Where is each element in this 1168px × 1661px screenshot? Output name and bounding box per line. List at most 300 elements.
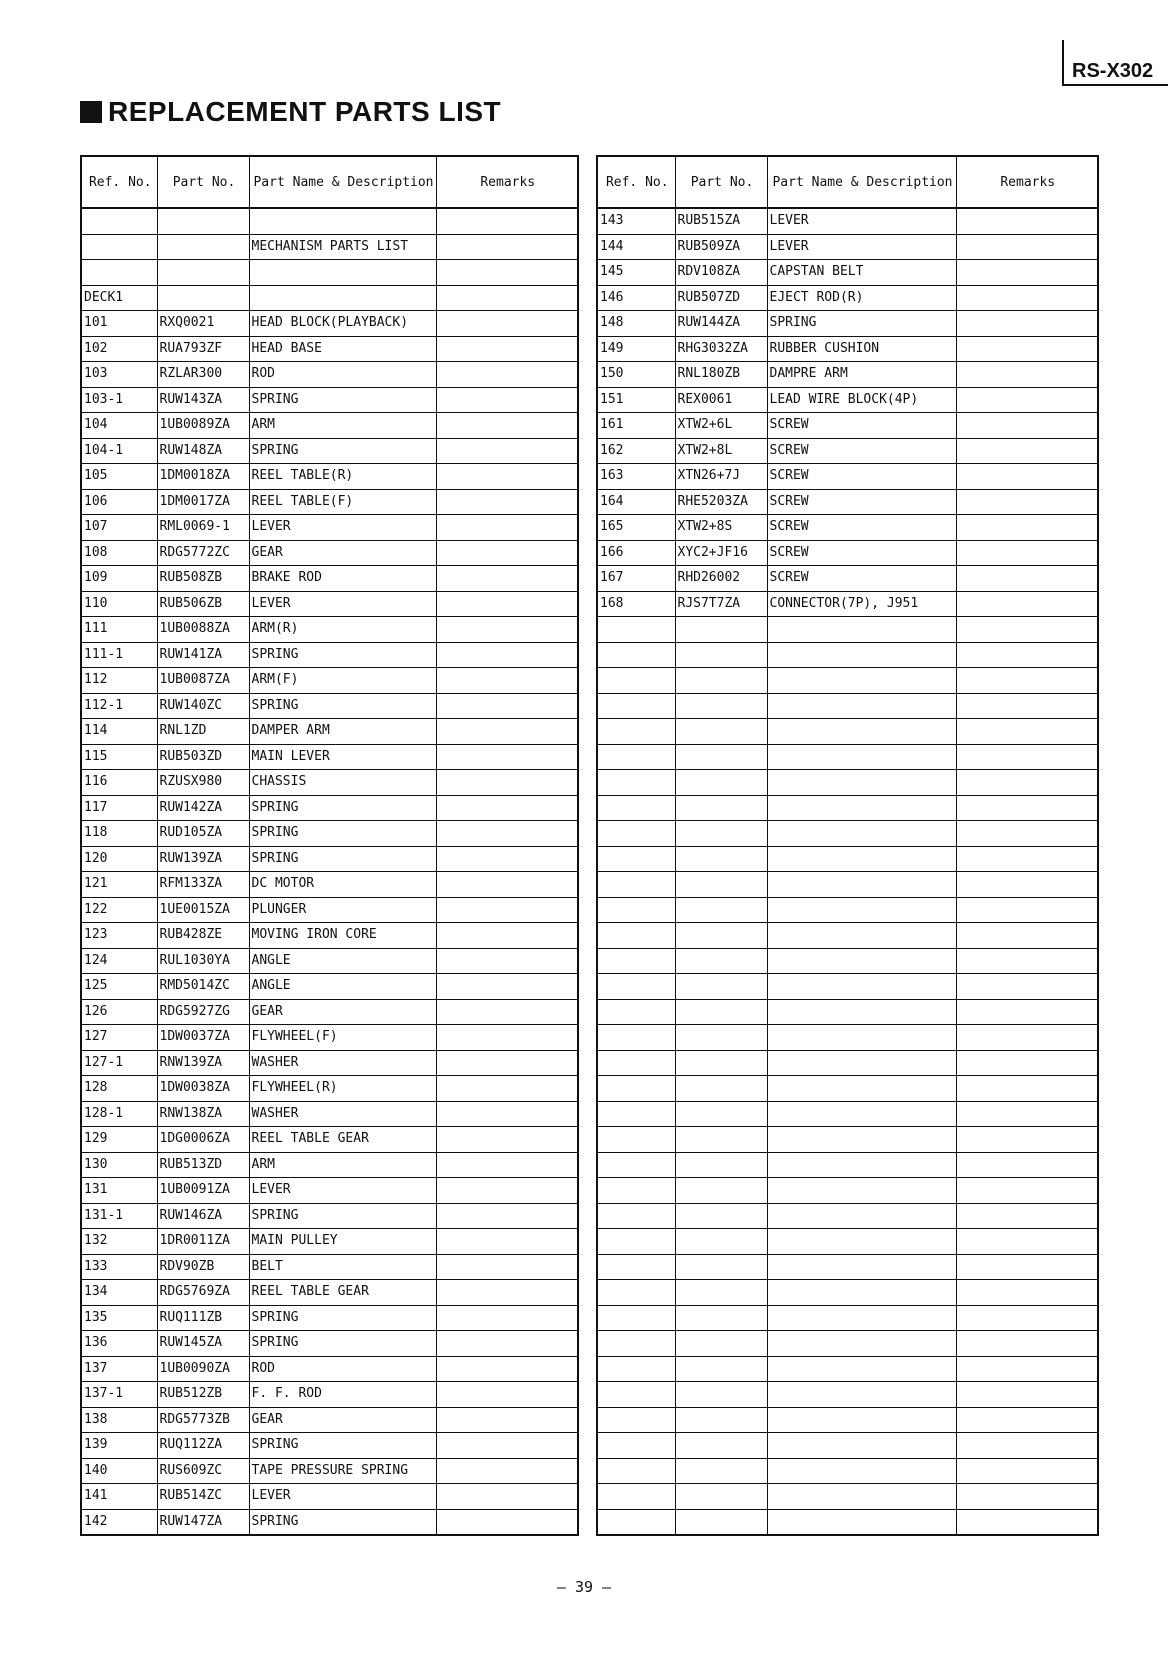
cell-remarks bbox=[436, 1433, 578, 1459]
cell-part-no: RUD105ZA bbox=[157, 821, 249, 847]
cell-ref-no: 149 bbox=[597, 336, 675, 362]
cell-part-no bbox=[675, 1229, 767, 1255]
cell-remarks bbox=[436, 744, 578, 770]
cell-ref-no: 133 bbox=[81, 1254, 157, 1280]
cell-ref-no: 120 bbox=[81, 846, 157, 872]
table-row bbox=[81, 438, 578, 464]
cell-part-no bbox=[675, 1280, 767, 1306]
cell-part-no bbox=[157, 260, 249, 286]
table-row bbox=[597, 999, 1098, 1025]
cell-remarks bbox=[956, 438, 1098, 464]
cell-remarks bbox=[956, 719, 1098, 745]
col-header-ref: Ref. No. bbox=[597, 156, 675, 208]
cell-remarks bbox=[436, 1229, 578, 1255]
cell-part-name bbox=[767, 1076, 956, 1102]
table-row bbox=[597, 438, 1098, 464]
cell-part-name: SCREW bbox=[767, 413, 956, 439]
cell-part-name: WASHER bbox=[249, 1101, 436, 1127]
cell-remarks bbox=[436, 234, 578, 260]
table-row bbox=[81, 1305, 578, 1331]
cell-part-no bbox=[675, 846, 767, 872]
cell-ref-no: 132 bbox=[81, 1229, 157, 1255]
cell-ref-no bbox=[597, 1484, 675, 1510]
cell-ref-no: 115 bbox=[81, 744, 157, 770]
cell-ref-no bbox=[597, 1025, 675, 1051]
cell-part-name bbox=[767, 974, 956, 1000]
cell-remarks bbox=[956, 668, 1098, 694]
cell-part-name: F. F. ROD bbox=[249, 1382, 436, 1408]
table-row bbox=[81, 1254, 578, 1280]
cell-part-name: ANGLE bbox=[249, 948, 436, 974]
cell-ref-no bbox=[81, 260, 157, 286]
cell-part-no bbox=[675, 923, 767, 949]
cell-part-no: RJS7T7ZA bbox=[675, 591, 767, 617]
table-row bbox=[597, 1254, 1098, 1280]
table-row bbox=[81, 795, 578, 821]
cell-part-no bbox=[675, 1458, 767, 1484]
cell-ref-no bbox=[597, 1458, 675, 1484]
table-row bbox=[597, 1229, 1098, 1255]
table-row bbox=[81, 642, 578, 668]
cell-ref-no: 114 bbox=[81, 719, 157, 745]
cell-part-no: RUW146ZA bbox=[157, 1203, 249, 1229]
cell-part-no: RUB506ZB bbox=[157, 591, 249, 617]
table-row bbox=[597, 464, 1098, 490]
cell-ref-no: 141 bbox=[81, 1484, 157, 1510]
cell-remarks bbox=[956, 234, 1098, 260]
cell-ref-no: 139 bbox=[81, 1433, 157, 1459]
cell-part-no bbox=[675, 693, 767, 719]
cell-part-name bbox=[767, 1356, 956, 1382]
cell-part-name bbox=[767, 719, 956, 745]
table-row bbox=[597, 948, 1098, 974]
cell-ref-no: 135 bbox=[81, 1305, 157, 1331]
cell-part-name bbox=[767, 1280, 956, 1306]
cell-part-no: 1DM0018ZA bbox=[157, 464, 249, 490]
cell-part-no: RML0069-1 bbox=[157, 515, 249, 541]
cell-part-no: XTN26+7J bbox=[675, 464, 767, 490]
cell-remarks bbox=[956, 260, 1098, 286]
parts-table-right-body bbox=[597, 208, 1098, 1535]
cell-remarks bbox=[956, 540, 1098, 566]
cell-remarks bbox=[956, 642, 1098, 668]
table-row bbox=[597, 1178, 1098, 1204]
cell-ref-no bbox=[597, 719, 675, 745]
cell-part-name: CONNECTOR(7P), J951 bbox=[767, 591, 956, 617]
cell-part-name: MECHANISM PARTS LIST bbox=[249, 234, 436, 260]
cell-ref-no: 144 bbox=[597, 234, 675, 260]
cell-remarks bbox=[436, 1484, 578, 1510]
title-square-icon bbox=[80, 101, 102, 123]
cell-remarks bbox=[436, 719, 578, 745]
cell-part-no: RUW148ZA bbox=[157, 438, 249, 464]
table-row bbox=[81, 489, 578, 515]
table-row bbox=[81, 1025, 578, 1051]
cell-ref-no: 131-1 bbox=[81, 1203, 157, 1229]
table-row bbox=[597, 1356, 1098, 1382]
cell-part-name: RUBBER CUSHION bbox=[767, 336, 956, 362]
cell-ref-no: 111-1 bbox=[81, 642, 157, 668]
cell-ref-no: 151 bbox=[597, 387, 675, 413]
cell-part-name bbox=[767, 1458, 956, 1484]
cell-remarks bbox=[956, 1458, 1098, 1484]
cell-part-name bbox=[767, 999, 956, 1025]
title-block bbox=[80, 96, 501, 128]
cell-part-name: EJECT ROD(R) bbox=[767, 285, 956, 311]
cell-part-name bbox=[767, 1025, 956, 1051]
cell-part-no: RUW141ZA bbox=[157, 642, 249, 668]
cell-remarks bbox=[436, 846, 578, 872]
table-row bbox=[81, 1458, 578, 1484]
cell-ref-no: 101 bbox=[81, 311, 157, 337]
table-row bbox=[81, 1178, 578, 1204]
cell-remarks bbox=[436, 1203, 578, 1229]
cell-ref-no bbox=[597, 1331, 675, 1357]
table-row bbox=[81, 872, 578, 898]
cell-part-name: ROD bbox=[249, 1356, 436, 1382]
cell-ref-no: 145 bbox=[597, 260, 675, 286]
table-row bbox=[597, 1280, 1098, 1306]
table-row bbox=[597, 515, 1098, 541]
col-header-ref: Ref. No. bbox=[81, 156, 157, 208]
cell-part-no bbox=[675, 795, 767, 821]
cell-part-name: MAIN PULLEY bbox=[249, 1229, 436, 1255]
cell-part-no: RUW139ZA bbox=[157, 846, 249, 872]
cell-remarks bbox=[956, 1433, 1098, 1459]
cell-part-name bbox=[767, 1127, 956, 1153]
cell-part-name: FLYWHEEL(F) bbox=[249, 1025, 436, 1051]
cell-part-name: ANGLE bbox=[249, 974, 436, 1000]
cell-part-no: RFM133ZA bbox=[157, 872, 249, 898]
cell-remarks bbox=[436, 1178, 578, 1204]
table-row bbox=[81, 744, 578, 770]
table-row bbox=[597, 668, 1098, 694]
cell-part-name bbox=[767, 1254, 956, 1280]
cell-part-name bbox=[767, 1433, 956, 1459]
cell-part-name: ARM(R) bbox=[249, 617, 436, 643]
table-row bbox=[597, 1433, 1098, 1459]
cell-ref-no bbox=[597, 1280, 675, 1306]
cell-part-no: RUL1030YA bbox=[157, 948, 249, 974]
cell-part-name bbox=[767, 1305, 956, 1331]
cell-remarks bbox=[436, 897, 578, 923]
cell-part-name bbox=[767, 693, 956, 719]
cell-ref-no: 138 bbox=[81, 1407, 157, 1433]
cell-part-no: RUB428ZE bbox=[157, 923, 249, 949]
cell-remarks bbox=[956, 489, 1098, 515]
table-row bbox=[597, 897, 1098, 923]
cell-part-no: RDV90ZB bbox=[157, 1254, 249, 1280]
table-row bbox=[597, 1127, 1098, 1153]
cell-part-no bbox=[675, 1356, 767, 1382]
table-row bbox=[81, 540, 578, 566]
cell-part-no bbox=[675, 1254, 767, 1280]
cell-part-name: LEVER bbox=[249, 591, 436, 617]
table-row bbox=[81, 1152, 578, 1178]
cell-remarks bbox=[956, 1152, 1098, 1178]
cell-ref-no bbox=[597, 1178, 675, 1204]
cell-part-no: 1UB0091ZA bbox=[157, 1178, 249, 1204]
cell-part-name: SPRING bbox=[249, 693, 436, 719]
cell-part-name: DAMPRE ARM bbox=[767, 362, 956, 388]
cell-part-name: REEL TABLE(R) bbox=[249, 464, 436, 490]
cell-ref-no: 105 bbox=[81, 464, 157, 490]
cell-part-name bbox=[767, 1229, 956, 1255]
cell-ref-no: 109 bbox=[81, 566, 157, 592]
cell-ref-no: 104-1 bbox=[81, 438, 157, 464]
cell-part-no bbox=[675, 974, 767, 1000]
table-row bbox=[597, 1484, 1098, 1510]
cell-part-name: MOVING IRON CORE bbox=[249, 923, 436, 949]
cell-remarks bbox=[956, 1382, 1098, 1408]
cell-part-name: ARM bbox=[249, 413, 436, 439]
table-row bbox=[81, 566, 578, 592]
cell-remarks bbox=[956, 336, 1098, 362]
cell-part-name: GEAR bbox=[249, 540, 436, 566]
cell-ref-no: 165 bbox=[597, 515, 675, 541]
table-row bbox=[81, 923, 578, 949]
cell-part-no bbox=[675, 642, 767, 668]
cell-remarks bbox=[956, 1127, 1098, 1153]
cell-part-no bbox=[157, 234, 249, 260]
cell-part-name: SPRING bbox=[249, 1509, 436, 1535]
cell-remarks bbox=[436, 693, 578, 719]
table-row bbox=[81, 1407, 578, 1433]
cell-ref-no: 121 bbox=[81, 872, 157, 898]
cell-remarks bbox=[436, 438, 578, 464]
table-row bbox=[597, 846, 1098, 872]
cell-part-no bbox=[675, 1025, 767, 1051]
parts-table-left-body bbox=[81, 208, 578, 1535]
table-row bbox=[81, 846, 578, 872]
col-header-remarks: Remarks bbox=[956, 156, 1098, 208]
page-number: — 39 — bbox=[556, 1578, 612, 1596]
cell-part-no: RUB507ZD bbox=[675, 285, 767, 311]
cell-remarks bbox=[956, 387, 1098, 413]
cell-ref-no bbox=[597, 923, 675, 949]
cell-part-name: SPRING bbox=[249, 821, 436, 847]
cell-ref-no: 118 bbox=[81, 821, 157, 847]
cell-remarks bbox=[436, 974, 578, 1000]
cell-part-no: RXQ0021 bbox=[157, 311, 249, 337]
cell-remarks bbox=[956, 1203, 1098, 1229]
table-row bbox=[597, 1305, 1098, 1331]
table-row bbox=[81, 1229, 578, 1255]
cell-part-name bbox=[767, 642, 956, 668]
col-header-part: Part No. bbox=[675, 156, 767, 208]
cell-part-name: SCREW bbox=[767, 540, 956, 566]
cell-part-name bbox=[249, 285, 436, 311]
cell-part-name: SCREW bbox=[767, 515, 956, 541]
cell-part-no: RUW143ZA bbox=[157, 387, 249, 413]
cell-part-name: ARM(F) bbox=[249, 668, 436, 694]
table-row bbox=[597, 311, 1098, 337]
cell-part-no bbox=[675, 1382, 767, 1408]
cell-ref-no: 103 bbox=[81, 362, 157, 388]
cell-ref-no bbox=[597, 999, 675, 1025]
cell-part-no bbox=[675, 1203, 767, 1229]
cell-part-name bbox=[767, 668, 956, 694]
cell-part-name: GEAR bbox=[249, 999, 436, 1025]
cell-part-name bbox=[767, 617, 956, 643]
cell-part-no: RUW140ZC bbox=[157, 693, 249, 719]
cell-part-name: HEAD BLOCK(PLAYBACK) bbox=[249, 311, 436, 337]
table-row bbox=[597, 336, 1098, 362]
table-row bbox=[597, 795, 1098, 821]
cell-ref-no: 106 bbox=[81, 489, 157, 515]
cell-ref-no: 163 bbox=[597, 464, 675, 490]
cell-part-name bbox=[249, 260, 436, 286]
table-row bbox=[81, 362, 578, 388]
cell-part-no bbox=[675, 770, 767, 796]
cell-part-no: RNW139ZA bbox=[157, 1050, 249, 1076]
cell-remarks bbox=[956, 1101, 1098, 1127]
cell-ref-no: 107 bbox=[81, 515, 157, 541]
cell-remarks bbox=[956, 693, 1098, 719]
cell-ref-no: 137 bbox=[81, 1356, 157, 1382]
cell-remarks bbox=[956, 897, 1098, 923]
cell-remarks bbox=[436, 1152, 578, 1178]
cell-part-no bbox=[675, 1178, 767, 1204]
cell-part-name: SPRING bbox=[767, 311, 956, 337]
cell-remarks bbox=[956, 1280, 1098, 1306]
cell-ref-no: 126 bbox=[81, 999, 157, 1025]
cell-remarks bbox=[956, 923, 1098, 949]
cell-part-no: RUB508ZB bbox=[157, 566, 249, 592]
cell-part-no: RDG5772ZC bbox=[157, 540, 249, 566]
table-row bbox=[81, 999, 578, 1025]
cell-ref-no: 112 bbox=[81, 668, 157, 694]
cell-ref-no: 125 bbox=[81, 974, 157, 1000]
cell-ref-no: 162 bbox=[597, 438, 675, 464]
cell-part-name: SCREW bbox=[767, 566, 956, 592]
cell-remarks bbox=[436, 1458, 578, 1484]
table-row bbox=[597, 1101, 1098, 1127]
cell-ref-no bbox=[81, 208, 157, 234]
cell-part-name: GEAR bbox=[249, 1407, 436, 1433]
cell-part-name: REEL TABLE GEAR bbox=[249, 1127, 436, 1153]
cell-remarks bbox=[436, 1382, 578, 1408]
cell-remarks bbox=[956, 566, 1098, 592]
cell-remarks bbox=[956, 1484, 1098, 1510]
cell-part-name: SPRING bbox=[249, 1203, 436, 1229]
cell-part-no bbox=[675, 668, 767, 694]
cell-part-name bbox=[767, 1152, 956, 1178]
cell-ref-no bbox=[597, 1407, 675, 1433]
page-title: REPLACEMENT PARTS LIST bbox=[108, 96, 502, 127]
table-row bbox=[597, 234, 1098, 260]
cell-ref-no bbox=[597, 974, 675, 1000]
cell-part-name: SPRING bbox=[249, 795, 436, 821]
cell-ref-no: 117 bbox=[81, 795, 157, 821]
cell-ref-no bbox=[597, 1509, 675, 1535]
cell-part-name: SPRING bbox=[249, 1331, 436, 1357]
cell-ref-no: 150 bbox=[597, 362, 675, 388]
table-row bbox=[597, 974, 1098, 1000]
table-row bbox=[597, 872, 1098, 898]
table-row bbox=[81, 515, 578, 541]
cell-part-no bbox=[675, 617, 767, 643]
table-row bbox=[597, 285, 1098, 311]
cell-part-name: FLYWHEEL(R) bbox=[249, 1076, 436, 1102]
table-row bbox=[597, 1152, 1098, 1178]
cell-part-name: REEL TABLE(F) bbox=[249, 489, 436, 515]
cell-ref-no bbox=[597, 948, 675, 974]
cell-ref-no: 140 bbox=[81, 1458, 157, 1484]
cell-ref-no: 104 bbox=[81, 413, 157, 439]
cell-ref-no: 127 bbox=[81, 1025, 157, 1051]
table-row bbox=[81, 974, 578, 1000]
cell-part-name bbox=[767, 1203, 956, 1229]
cell-part-name bbox=[767, 821, 956, 847]
table-row bbox=[81, 591, 578, 617]
table-row bbox=[597, 1458, 1098, 1484]
cell-remarks bbox=[956, 1509, 1098, 1535]
cell-ref-no: 111 bbox=[81, 617, 157, 643]
cell-ref-no: 128-1 bbox=[81, 1101, 157, 1127]
cell-part-name: ARM bbox=[249, 1152, 436, 1178]
table-row bbox=[81, 260, 578, 286]
cell-ref-no bbox=[597, 1127, 675, 1153]
cell-ref-no: 148 bbox=[597, 311, 675, 337]
cell-remarks bbox=[436, 1101, 578, 1127]
table-row bbox=[597, 1331, 1098, 1357]
cell-part-no: 1UB0089ZA bbox=[157, 413, 249, 439]
cell-ref-no bbox=[597, 795, 675, 821]
cell-remarks bbox=[956, 1305, 1098, 1331]
table-row bbox=[81, 1331, 578, 1357]
table-row bbox=[597, 719, 1098, 745]
cell-remarks bbox=[956, 1331, 1098, 1357]
cell-part-name: SPRING bbox=[249, 846, 436, 872]
cell-part-no: RUW142ZA bbox=[157, 795, 249, 821]
cell-remarks bbox=[436, 489, 578, 515]
cell-remarks bbox=[436, 1331, 578, 1357]
cell-part-name: CHASSIS bbox=[249, 770, 436, 796]
cell-part-name: PLUNGER bbox=[249, 897, 436, 923]
table-row bbox=[597, 540, 1098, 566]
table-row bbox=[597, 744, 1098, 770]
cell-part-no bbox=[675, 1152, 767, 1178]
cell-part-no bbox=[157, 208, 249, 234]
cell-remarks bbox=[956, 1356, 1098, 1382]
table-row bbox=[597, 693, 1098, 719]
cell-part-name: SCREW bbox=[767, 464, 956, 490]
cell-part-no: RZUSX980 bbox=[157, 770, 249, 796]
cell-remarks bbox=[436, 540, 578, 566]
cell-part-name: LEVER bbox=[249, 1178, 436, 1204]
cell-part-name: SPRING bbox=[249, 642, 436, 668]
table-row bbox=[597, 1076, 1098, 1102]
cell-part-name: SPRING bbox=[249, 1305, 436, 1331]
cell-part-no: RUW144ZA bbox=[675, 311, 767, 337]
cell-ref-no bbox=[597, 1152, 675, 1178]
table-row bbox=[81, 464, 578, 490]
cell-part-name: DC MOTOR bbox=[249, 872, 436, 898]
table-row bbox=[81, 1356, 578, 1382]
cell-part-name bbox=[767, 1407, 956, 1433]
cell-remarks bbox=[956, 821, 1098, 847]
model-number: RS-X302 bbox=[1072, 60, 1154, 82]
cell-part-no: XTW2+8S bbox=[675, 515, 767, 541]
cell-ref-no bbox=[597, 1433, 675, 1459]
cell-remarks bbox=[436, 642, 578, 668]
cell-ref-no bbox=[597, 821, 675, 847]
cell-part-no: RUB503ZD bbox=[157, 744, 249, 770]
cell-part-name bbox=[767, 897, 956, 923]
cell-ref-no bbox=[597, 897, 675, 923]
cell-ref-no: 166 bbox=[597, 540, 675, 566]
